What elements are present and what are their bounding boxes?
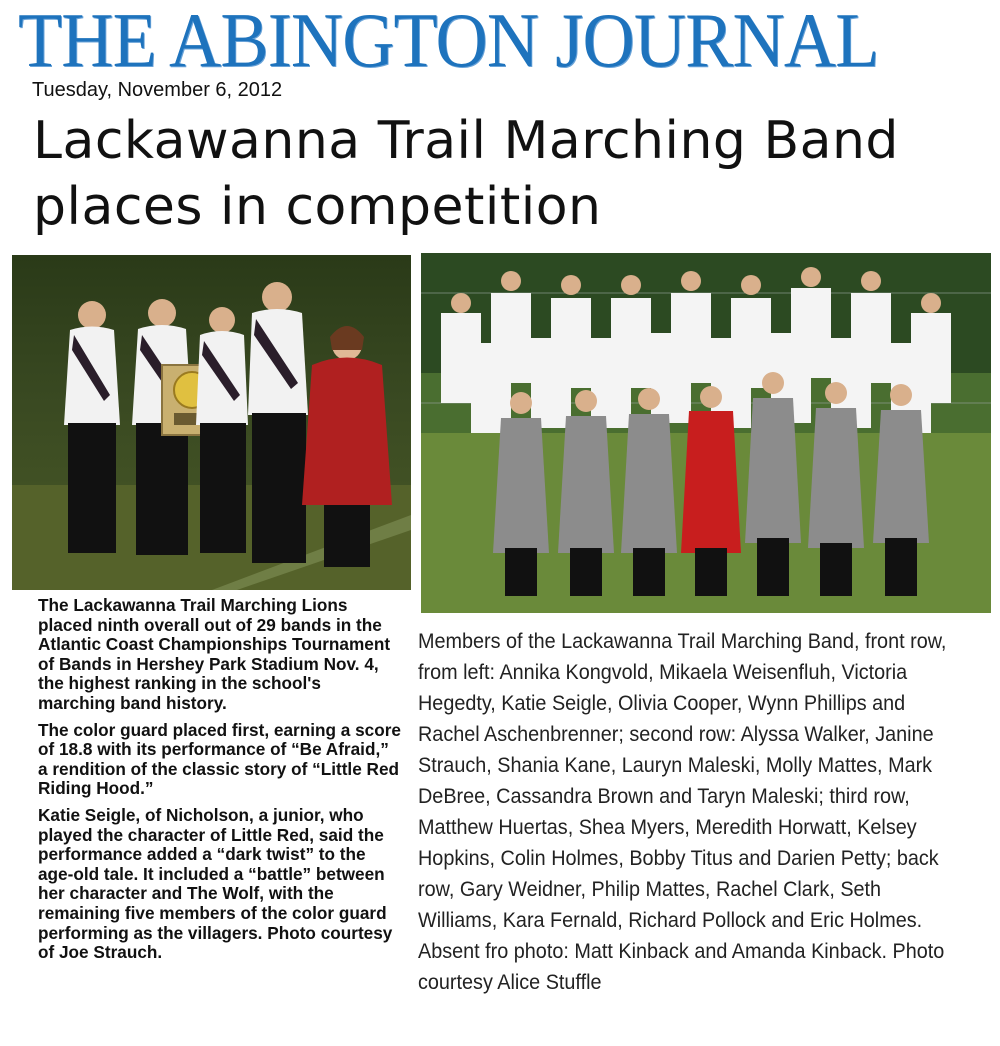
caption-paragraph: The Lackawanna Trail Marching Lions placed ninth overall out of 29 bands in the Atlantic Coast Championships Tournament of Bands in Hershey Park Stadium Nov. 4, the highest ranking in the school's marching band history. — [38, 595, 391, 713]
caption-paragraph: The color guard placed first, earning a score of 18.8 with its performance of “Be Afraid,” a rendition of the classic story of “Little Red Riding Hood.” — [38, 719, 401, 799]
masthead — [18, 0, 988, 83]
band-group-photo — [421, 253, 991, 613]
caption-paragraph: Katie Seigle, of Nicholson, a junior, who played the character of Little Red, said the performance added a “dark twist” to the age-old tale. It included a “battle” between her character and The Wolf, with the remaining five members of the color guard performing as the villagers. Photo courtesy of Joe Strauch. — [38, 804, 393, 963]
trophy-photo-illustration — [12, 255, 411, 590]
masthead-title: THE ABINGTON JOURNAL — [18, 0, 879, 83]
band-group-photo-illustration — [421, 253, 991, 613]
publication-date: Tuesday, November 6, 2012 — [32, 79, 283, 101]
group-photo-caption: Members of the Lackawanna Trail Marching Band, front row, from left: Annika Kongvold, Mikaela Weisenfluh, Victoria Hegedty, Katie Seigle, Olivia Cooper, Wynn Phillips and Rachel Aschenbrenner; second row: Alyssa Walker, Janine Strauch, Shania Kane, Lauryn Maleski, Molly Mattes, Mark DeBree, Cassandra Brown and Taryn Maleski; third row, Matthew Huertas, Shea Myers, Meredith Horwatt, Kelsey Hopkins, Colin Holmes, Bobby Titus and Darien Petty; back row, Gary Weidner, Philip Mattes, Rachel Clark, Seth Williams, Kara Fernald, Richard Pollock and Eric Holmes. Absent fro photo: Matt Kinback and Amanda Kinback. Photo courtesy Alice Stuffle — [418, 629, 947, 994]
trophy-photo — [12, 255, 411, 590]
trophy-photo-caption — [38, 596, 403, 970]
article-headline: Lackawanna Trail Marching Band places in competition — [33, 111, 899, 237]
